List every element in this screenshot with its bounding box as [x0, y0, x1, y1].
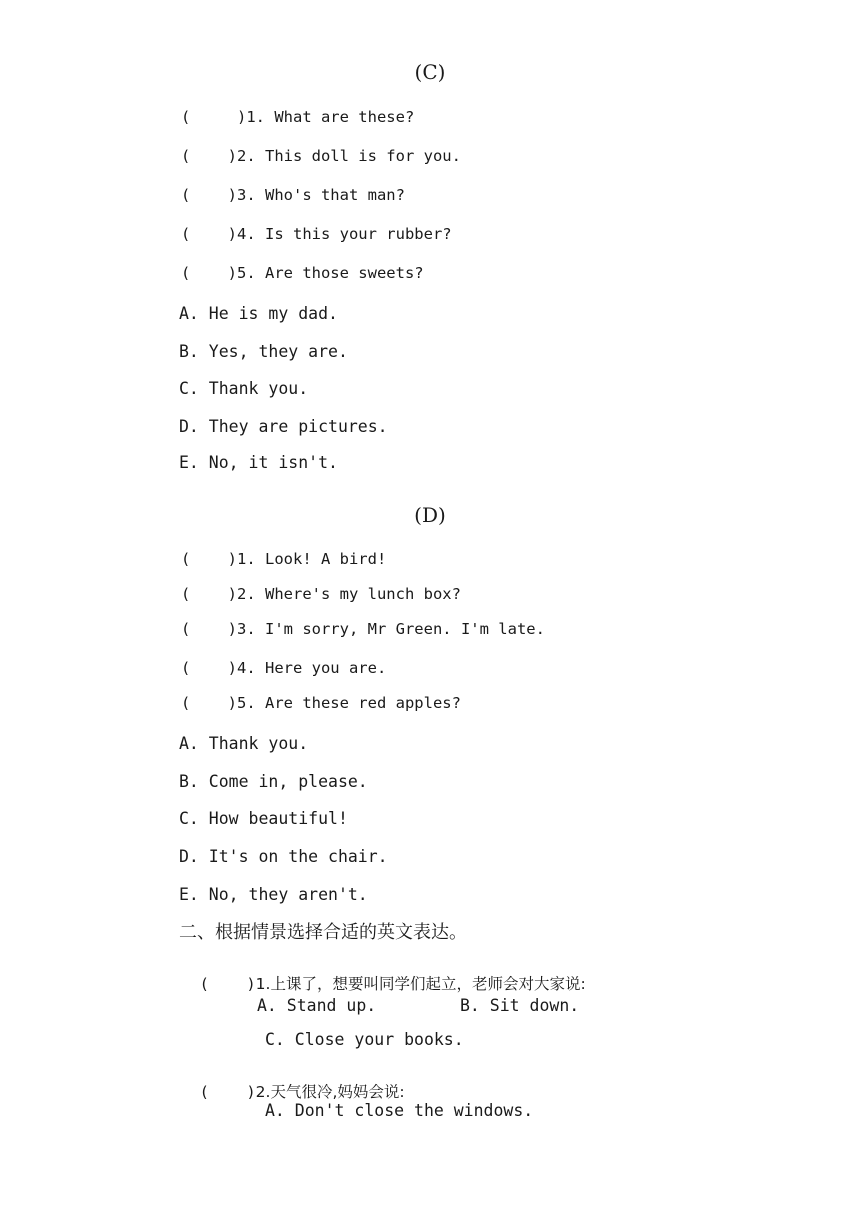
part-two-question-2: [181, 1069, 405, 1100]
section-d-question-1: ( )1. Look! A bird!: [181, 550, 387, 568]
part-two-title: 二、根据情景选择合适的英文表达。: [179, 922, 467, 943]
part-two-q1-option-a: A. Stand up.: [257, 996, 377, 1015]
part-two-q1-option-c: C. Close your books.: [265, 1030, 464, 1049]
section-c-question-3: ( )3. Who's that man?: [181, 186, 405, 204]
section-c-answer-c: C. Thank you.: [179, 379, 309, 398]
part-two-q1-option-b: B. Sit down.: [460, 996, 580, 1015]
section-d-answer-c: C. How beautiful!: [179, 809, 348, 828]
section-d-question-3: ( )3. I'm sorry, Mr Green. I'm late.: [181, 620, 545, 638]
section-c-answer-a: A. He is my dad.: [179, 304, 338, 323]
part-two-question-1: [181, 961, 586, 992]
section-d-answer-b: B. Come in, please.: [179, 772, 368, 791]
answer-paren: ( ): [199, 1082, 256, 1101]
section-c-question-1: ( )1. What are these?: [181, 108, 415, 126]
question-text: 1.上课了，想要叫同学们起立，老师会对大家说:: [255, 974, 586, 993]
section-d-question-2: ( )2. Where's my lunch box?: [181, 585, 461, 603]
section-c-question-2: ( )2. This doll is for you.: [181, 147, 461, 165]
part-two-q2-option-a: A. Don't close the windows.: [265, 1101, 534, 1120]
section-d-question-5: ( )5. Are these red apples?: [181, 694, 461, 712]
section-d-answer-e: E. No, they aren't.: [179, 885, 368, 904]
section-d-answer-d: D. It's on the chair.: [179, 847, 388, 866]
section-d-answer-a: A. Thank you.: [179, 734, 309, 753]
section-d-question-4: ( )4. Here you are.: [181, 659, 387, 677]
section-c-question-5: ( )5. Are those sweets?: [181, 264, 424, 282]
section-c-answer-b: B. Yes, they are.: [179, 342, 348, 361]
section-c-question-4: ( )4. Is this your rubber?: [181, 225, 452, 243]
answer-paren: ( ): [199, 974, 256, 993]
section-c-answer-e: E. No, it isn't.: [179, 453, 338, 472]
section-c-heading: (C): [414, 60, 446, 84]
section-c-answer-d: D. They are pictures.: [179, 417, 388, 436]
question-text: 2.天气很冷,妈妈会说:: [255, 1082, 405, 1101]
section-d-heading: (D): [414, 503, 446, 527]
